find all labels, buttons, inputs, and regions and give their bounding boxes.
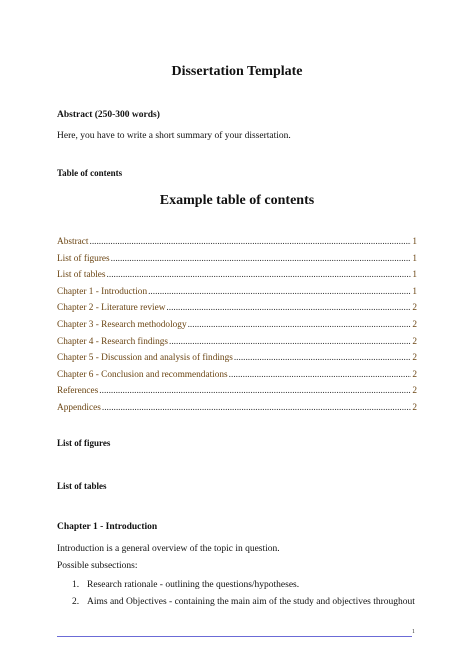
list-item-number: 2.: [72, 597, 80, 607]
toc-leader-dots: [107, 267, 412, 284]
list-item-text: Aims and Objectives - containing the main aim of the study and objectives throughout: [87, 597, 415, 607]
toc-entry-list-of-tables[interactable]: [57, 267, 417, 284]
toc-entry-label: Chapter 1 - Introduction: [57, 286, 148, 297]
toc-leader-dots: [166, 300, 411, 317]
toc-entry-chapter-1[interactable]: [57, 284, 417, 301]
toc-entry-page: 2: [412, 353, 417, 364]
toc-entry-page: 1: [412, 286, 417, 297]
list-item-number: 1.: [72, 580, 80, 590]
toc-entry-references[interactable]: [57, 383, 417, 400]
toc-entry-chapter-3[interactable]: [57, 317, 417, 334]
chapter-1-intro: Introduction is a general overview of the topic in question.: [57, 544, 280, 554]
toc-leader-dots: [90, 234, 412, 251]
toc-entry-appendices[interactable]: [57, 400, 417, 417]
toc-leader-dots: [229, 367, 412, 384]
toc-entry-label: Chapter 6 - Conclusion and recommendations: [57, 369, 228, 380]
toc-entry-label: List of tables: [57, 270, 106, 281]
toc-entry-page: 2: [412, 336, 417, 347]
toc-entry-page: 2: [412, 386, 417, 397]
toc-entry-abstract[interactable]: [57, 234, 417, 251]
toc-entry-chapter-2[interactable]: [57, 300, 417, 317]
toc-leader-dots: [111, 251, 412, 268]
toc-entry-label: References: [57, 386, 99, 397]
toc-entry-page: 2: [412, 369, 417, 380]
toc-entry-label: Abstract: [57, 237, 89, 247]
toc-entry-chapter-5[interactable]: [57, 350, 417, 367]
toc-entry-label: Chapter 5 - Discussion and analysis of findings: [57, 353, 233, 364]
toc-entry-page: 2: [412, 303, 417, 314]
subsections-list: [72, 577, 415, 611]
list-item-text: Research rationale - outlining the questions/hypotheses.: [87, 580, 300, 590]
toc-entry-label: Chapter 4 - Research findings: [57, 336, 169, 347]
toc-heading: Table of contents: [57, 168, 123, 178]
toc-entry-page: 1: [412, 253, 417, 264]
toc-entry-chapter-4[interactable]: [57, 334, 417, 351]
toc-leader-dots: [102, 400, 411, 417]
toc-entry-page: 2: [412, 402, 417, 413]
toc-entry-page: 1: [412, 237, 417, 247]
toc-entry-list-of-figures[interactable]: [57, 251, 417, 268]
subsections-label: Possible subsections:: [57, 561, 138, 571]
abstract-text: Here, you have to write a short summary of your dissertation.: [57, 131, 291, 141]
toc-entry-page: 2: [412, 319, 417, 330]
toc-leader-dots: [169, 334, 411, 351]
list-of-tables-heading: List of tables: [57, 481, 107, 491]
abstract-heading: Abstract (250-300 words): [57, 110, 160, 120]
list-of-figures-heading: List of figures: [57, 438, 111, 448]
footer-rule: [57, 636, 412, 637]
toc-leader-dots: [148, 284, 411, 301]
toc-leader-dots: [234, 350, 412, 367]
example-toc-title: Example table of contents: [159, 193, 315, 208]
list-item: [72, 577, 415, 594]
toc-entry-chapter-6[interactable]: [57, 367, 417, 384]
toc-entry-page: 1: [412, 270, 417, 281]
toc-entry-label: Appendices: [57, 402, 101, 413]
toc-leader-dots: [99, 383, 411, 400]
toc-entry-label: List of figures: [57, 253, 110, 264]
footer-page-number: 1: [412, 629, 415, 635]
list-item: [72, 594, 415, 611]
chapter-1-heading: Chapter 1 - Introduction: [57, 522, 158, 532]
toc-entry-label: Chapter 3 - Research methodology: [57, 319, 187, 330]
document-title: Dissertation Template: [171, 64, 303, 79]
toc-entry-label: Chapter 2 - Literature review: [57, 303, 166, 314]
toc-leader-dots: [188, 317, 412, 334]
table-of-contents: [57, 234, 417, 417]
